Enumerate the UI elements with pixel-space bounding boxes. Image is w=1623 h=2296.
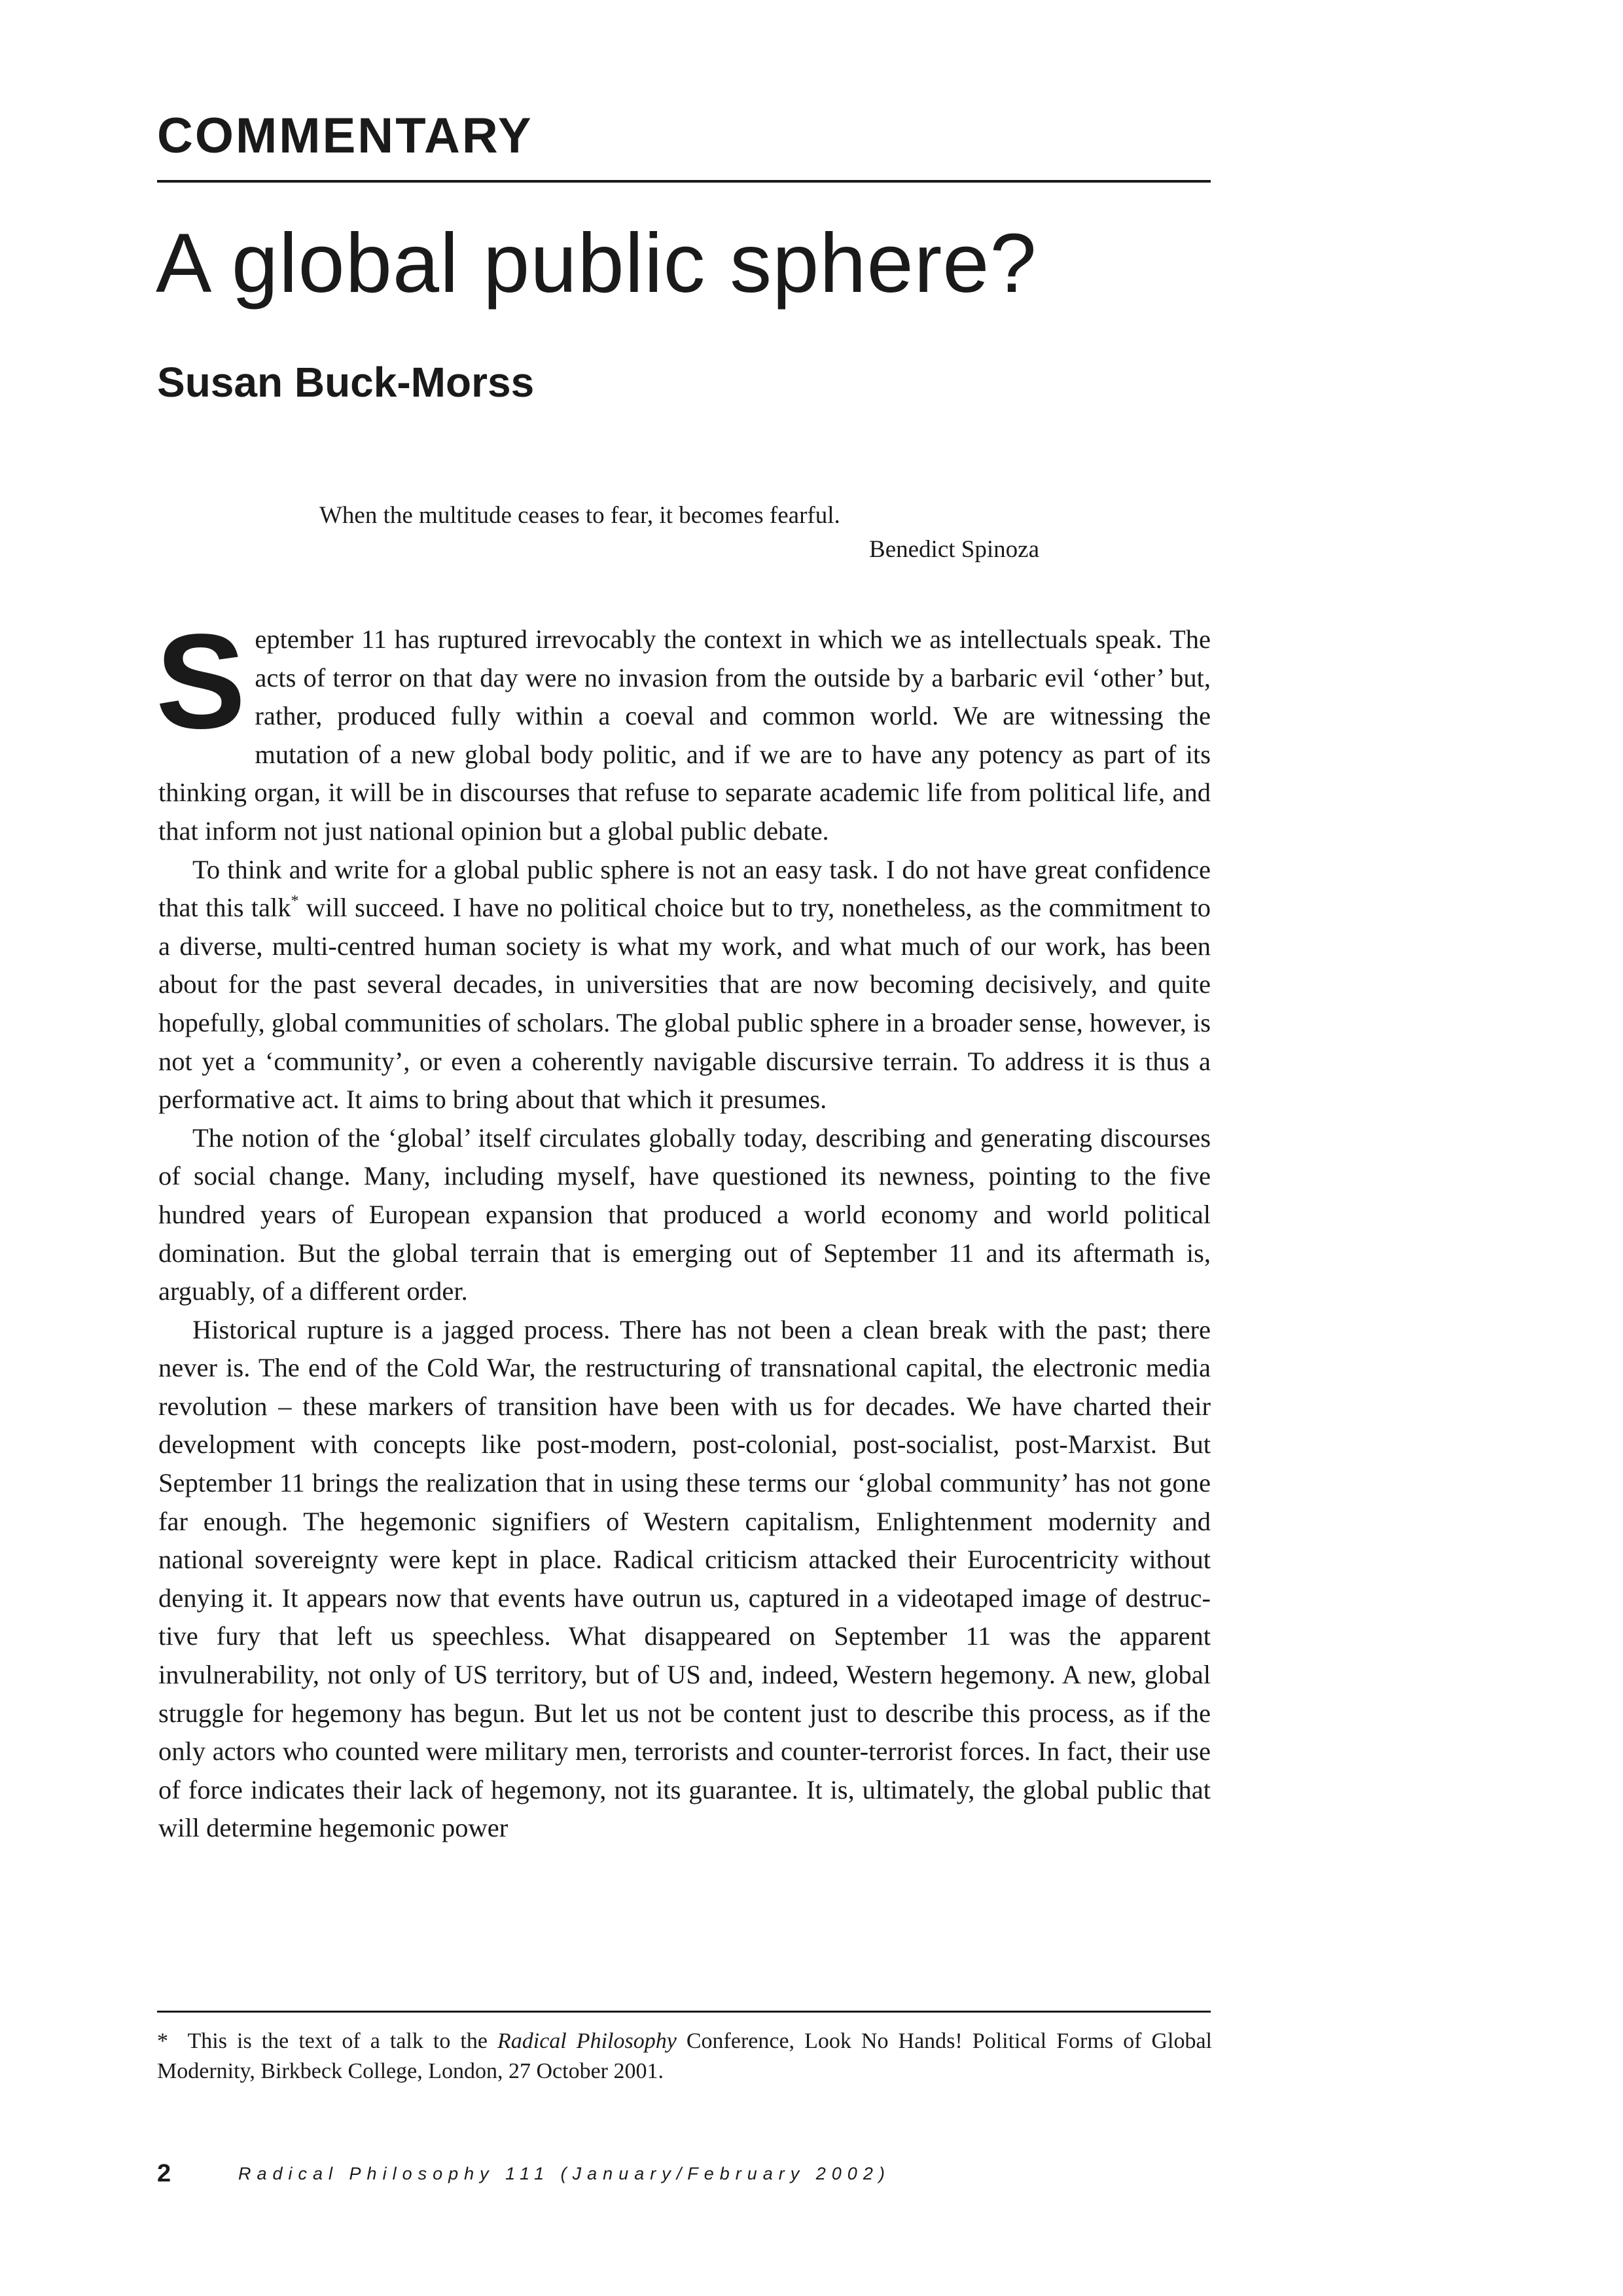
paragraph-4: Historical rupture is a jagged process. There has not been a clean break with the past; there never is. The end of the Cold War, the restructuring of transnational capital, the electronic media revolution – these markers of transition have been with us for decades. We have charted their development with concepts like post-modern, post-colonial, post-socialist, post-Marxist. But September 11 brings the realization that in using these terms our ‘global community’ has not gone far enough. The hegemonic signifiers of Western capitalism, Enlightenment modernity and national sovereignty were kept in place. Radical criticism attacked their Eurocentricity without denying it. It appears now that events have outrun us, captured in a videotaped image of destructive fury that left us speechless. What disappeared on September 11 was the apparent invulnerability, not only of US territory, but of US and, indeed, Western hegemony. A new, global struggle for hegemony has begun. But let us not be content just to describe this process, as if the only actors who counted were military men, terrorists and counter-terrorist forces. In fact, their use of force indicates their lack of hegemony, not its guarantee. It is, ultimately, the global public that will determine hegemonic power bbox=[158, 1314, 1211, 1843]
article-author: Susan Buck-Morss bbox=[157, 359, 535, 406]
epigraph-quote: When the multitude ceases to fear, it becomes fearful. bbox=[319, 502, 840, 529]
paragraph-2-text-a: To think and write for a global public sphere is not an easy task. I do not have great confidence that this talk bbox=[158, 854, 1211, 923]
footnote-marker: * bbox=[291, 893, 299, 910]
running-footer: Radical Philosophy 111 (January/February 2002) bbox=[238, 2164, 891, 2183]
footnote bbox=[157, 2026, 1212, 2087]
footnote-text-b: Conference, Look No Hands! Political Forms of Global Modernity, Birkbeck College, London, 27 October 2001. bbox=[157, 2029, 1213, 2083]
drop-cap: S bbox=[156, 606, 246, 757]
footnote-journal: Radical Philosophy bbox=[497, 2029, 677, 2053]
paragraph-2 bbox=[158, 851, 1211, 1119]
footnote-text-a: This is the text of a talk to the bbox=[187, 2029, 497, 2053]
footnote-rule bbox=[157, 2011, 1211, 2013]
paragraph-3: The notion of the ‘global’ itself circulates globally today, describing and generating discourses of social change. Many, including myself, have questioned its newness, pointing to the five hundred years of European expansion that produced a world economy and world political domination. But the global terrain that is emerging out of September 11 and its aftermath is, arguably, of a different order. bbox=[158, 1122, 1211, 1306]
article-title: A global public sphere? bbox=[156, 217, 1037, 310]
paragraph-1 bbox=[156, 606, 1211, 851]
section-label: COMMENTARY bbox=[157, 108, 533, 164]
epigraph bbox=[319, 499, 1039, 567]
page-number: 2 bbox=[157, 2160, 171, 2187]
footnote-symbol: * bbox=[157, 2029, 168, 2053]
article-body bbox=[156, 606, 1211, 1848]
header-rule bbox=[157, 180, 1211, 183]
paragraph-2-text-b: will succeed. I have no political choice but to try, nonetheless, as the commitment to a diverse, multi-centred human society is what my work, and what much of our work, has been about for the past several decades, in universities that are now becoming decisively, and quite hopefully, global communities of scholars. The global public sphere in a broader sense, however, is not yet a ‘community’, or even a coherently navigable discursive terrain. To address it is thus a performative act. It aims to bring about that which it presumes. bbox=[158, 893, 1211, 1115]
paragraph-1-text: eptember 11 has ruptured irrevocably the context in which we as intellectuals speak. The acts of terror on that day were no invasion from the outside by a barbaric evil ‘other’ but, rather, produced fully within a coeval and common world. We are witnessing the mutation of a new global body politic, and if we are to have any potency as part of its thinking organ, it will be in discourses that refuse to separate academic life from political life, and that inform not just national opinion but a global public debate. bbox=[158, 624, 1211, 846]
epigraph-source: Benedict Spinoza bbox=[869, 536, 1039, 563]
